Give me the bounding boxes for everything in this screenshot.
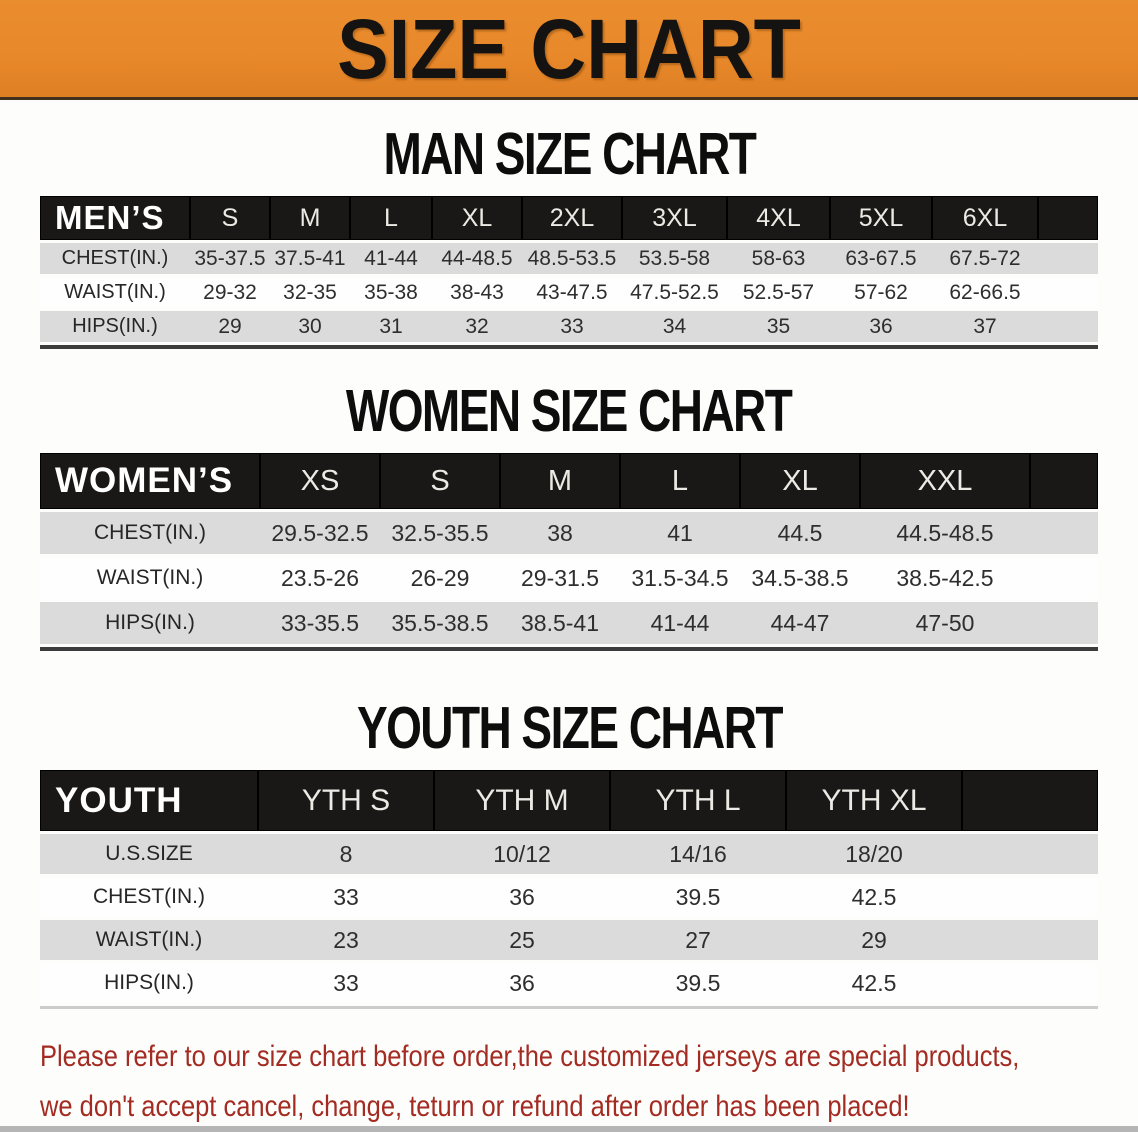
table-row — [40, 311, 1098, 342]
data-cell: 42.5 — [786, 963, 962, 1003]
data-cell: 29 — [190, 311, 270, 342]
data-cell: 39.5 — [610, 877, 786, 917]
youth-section-heading-text: YOUTH SIZE CHART — [356, 695, 782, 761]
data-cell: 47.5-52.5 — [622, 277, 727, 308]
column-header-cell: 3XL — [622, 196, 727, 240]
data-cell: 44.5-48.5 — [860, 512, 1030, 554]
header-row — [40, 453, 1098, 509]
column-header-cell: 4XL — [727, 196, 830, 240]
women-section-heading-text: WOMEN SIZE CHART — [346, 378, 792, 444]
column-header-cell: M — [500, 453, 620, 509]
row-label-cell: WAIST(IN.) — [40, 557, 260, 599]
table-row — [40, 277, 1098, 308]
table-row — [40, 602, 1098, 644]
spacer-cell — [1030, 557, 1098, 599]
column-header-cell: YTH XL — [786, 770, 962, 831]
table-row — [40, 557, 1098, 599]
data-cell: 35-37.5 — [190, 243, 270, 274]
spacer-cell — [1030, 512, 1098, 554]
table-title-cell: MEN’S — [40, 196, 190, 240]
row-label-cell: U.S.SIZE — [40, 834, 258, 874]
man-size-chart-section — [0, 121, 1138, 349]
data-cell: 53.5-58 — [622, 243, 727, 274]
data-cell: 32.5-35.5 — [380, 512, 500, 554]
data-cell: 42.5 — [786, 877, 962, 917]
banner-title: SIZE CHART — [337, 1, 801, 96]
mens-size-table — [40, 193, 1098, 349]
data-cell: 33 — [258, 877, 434, 917]
data-cell: 29-31.5 — [500, 557, 620, 599]
size-chart-banner — [0, 0, 1138, 100]
data-cell: 67.5-72 — [932, 243, 1038, 274]
disclaimer-note — [40, 1032, 1138, 1132]
spacer-cell — [1038, 243, 1098, 274]
size-table — [40, 450, 1098, 647]
data-cell: 33 — [522, 311, 622, 342]
data-cell: 44-48.5 — [432, 243, 522, 274]
spacer-cell — [962, 770, 1098, 831]
women-size-chart-section — [0, 378, 1138, 651]
data-cell: 14/16 — [610, 834, 786, 874]
header-row — [40, 770, 1098, 831]
spacer-cell — [1038, 277, 1098, 308]
man-section-heading — [0, 121, 1138, 187]
table-row — [40, 512, 1098, 554]
spacer-cell — [962, 920, 1098, 960]
data-cell: 30 — [270, 311, 350, 342]
spacer-cell — [962, 963, 1098, 1003]
data-cell: 27 — [610, 920, 786, 960]
row-label-cell: WAIST(IN.) — [40, 920, 258, 960]
column-header-cell: M — [270, 196, 350, 240]
row-label-cell: WAIST(IN.) — [40, 277, 190, 308]
data-cell: 10/12 — [434, 834, 610, 874]
row-label-cell: CHEST(IN.) — [40, 877, 258, 917]
data-cell: 8 — [258, 834, 434, 874]
data-cell: 33 — [258, 963, 434, 1003]
column-header-cell: S — [380, 453, 500, 509]
data-cell: 33-35.5 — [260, 602, 380, 644]
data-cell: 35.5-38.5 — [380, 602, 500, 644]
womens-size-table — [40, 450, 1098, 651]
column-header-cell: XS — [260, 453, 380, 509]
data-cell: 62-66.5 — [932, 277, 1038, 308]
data-cell: 34.5-38.5 — [740, 557, 860, 599]
disclaimer-line-2: we don't accept cancel, change, teturn or refund after order has been placed! — [40, 1090, 910, 1123]
data-cell: 32 — [432, 311, 522, 342]
data-cell: 41-44 — [620, 602, 740, 644]
spacer-cell — [1030, 602, 1098, 644]
spacer-cell — [1038, 196, 1098, 240]
data-cell: 36 — [830, 311, 932, 342]
column-header-cell: 2XL — [522, 196, 622, 240]
column-header-cell: XXL — [860, 453, 1030, 509]
data-cell: 38.5-42.5 — [860, 557, 1030, 599]
table-row — [40, 877, 1098, 917]
size-table — [40, 193, 1098, 345]
data-cell: 32-35 — [270, 277, 350, 308]
column-header-cell: L — [350, 196, 432, 240]
size-table — [40, 767, 1098, 1006]
column-header-cell: YTH S — [258, 770, 434, 831]
data-cell: 25 — [434, 920, 610, 960]
data-cell: 31 — [350, 311, 432, 342]
data-cell: 36 — [434, 963, 610, 1003]
data-cell: 44-47 — [740, 602, 860, 644]
column-header-cell: XL — [740, 453, 860, 509]
row-label-cell: CHEST(IN.) — [40, 512, 260, 554]
image-bottom-edge — [0, 1126, 1138, 1132]
data-cell: 41-44 — [350, 243, 432, 274]
youth-size-chart-section — [0, 695, 1138, 1009]
column-header-cell: YTH M — [434, 770, 610, 831]
row-label-cell: HIPS(IN.) — [40, 963, 258, 1003]
spacer-cell — [1030, 453, 1098, 509]
women-section-heading — [0, 378, 1138, 444]
youth-section-heading — [0, 695, 1138, 761]
data-cell: 58-63 — [727, 243, 830, 274]
data-cell: 18/20 — [786, 834, 962, 874]
data-cell: 63-67.5 — [830, 243, 932, 274]
header-row — [40, 196, 1098, 240]
data-cell: 38-43 — [432, 277, 522, 308]
data-cell: 29.5-32.5 — [260, 512, 380, 554]
data-cell: 43-47.5 — [522, 277, 622, 308]
column-header-cell: XL — [432, 196, 522, 240]
man-section-heading-text: MAN SIZE CHART — [383, 121, 755, 187]
data-cell: 37.5-41 — [270, 243, 350, 274]
column-header-cell: 6XL — [932, 196, 1038, 240]
data-cell: 44.5 — [740, 512, 860, 554]
data-cell: 31.5-34.5 — [620, 557, 740, 599]
table-title-cell: YOUTH — [40, 770, 258, 831]
column-header-cell: L — [620, 453, 740, 509]
data-cell: 23.5-26 — [260, 557, 380, 599]
data-cell: 35 — [727, 311, 830, 342]
data-cell: 47-50 — [860, 602, 1030, 644]
column-header-cell: S — [190, 196, 270, 240]
table-title-cell: WOMEN’S — [40, 453, 260, 509]
spacer-cell — [962, 877, 1098, 917]
data-cell: 37 — [932, 311, 1038, 342]
row-label-cell: HIPS(IN.) — [40, 311, 190, 342]
data-cell: 34 — [622, 311, 727, 342]
data-cell: 39.5 — [610, 963, 786, 1003]
spacer-cell — [1038, 311, 1098, 342]
table-row — [40, 243, 1098, 274]
data-cell: 48.5-53.5 — [522, 243, 622, 274]
table-row — [40, 963, 1098, 1003]
column-header-cell: 5XL — [830, 196, 932, 240]
data-cell: 29-32 — [190, 277, 270, 308]
spacer-cell — [962, 834, 1098, 874]
youth-size-table — [40, 767, 1098, 1009]
data-cell: 29 — [786, 920, 962, 960]
table-row — [40, 920, 1098, 960]
data-cell: 23 — [258, 920, 434, 960]
column-header-cell: YTH L — [610, 770, 786, 831]
disclaimer-line-1: Please refer to our size chart before order,the customized jerseys are special products, — [40, 1040, 1020, 1073]
table-row — [40, 834, 1098, 874]
row-label-cell: HIPS(IN.) — [40, 602, 260, 644]
data-cell: 35-38 — [350, 277, 432, 308]
data-cell: 41 — [620, 512, 740, 554]
data-cell: 38 — [500, 512, 620, 554]
data-cell: 52.5-57 — [727, 277, 830, 308]
data-cell: 38.5-41 — [500, 602, 620, 644]
data-cell: 36 — [434, 877, 610, 917]
data-cell: 26-29 — [380, 557, 500, 599]
data-cell: 57-62 — [830, 277, 932, 308]
row-label-cell: CHEST(IN.) — [40, 243, 190, 274]
